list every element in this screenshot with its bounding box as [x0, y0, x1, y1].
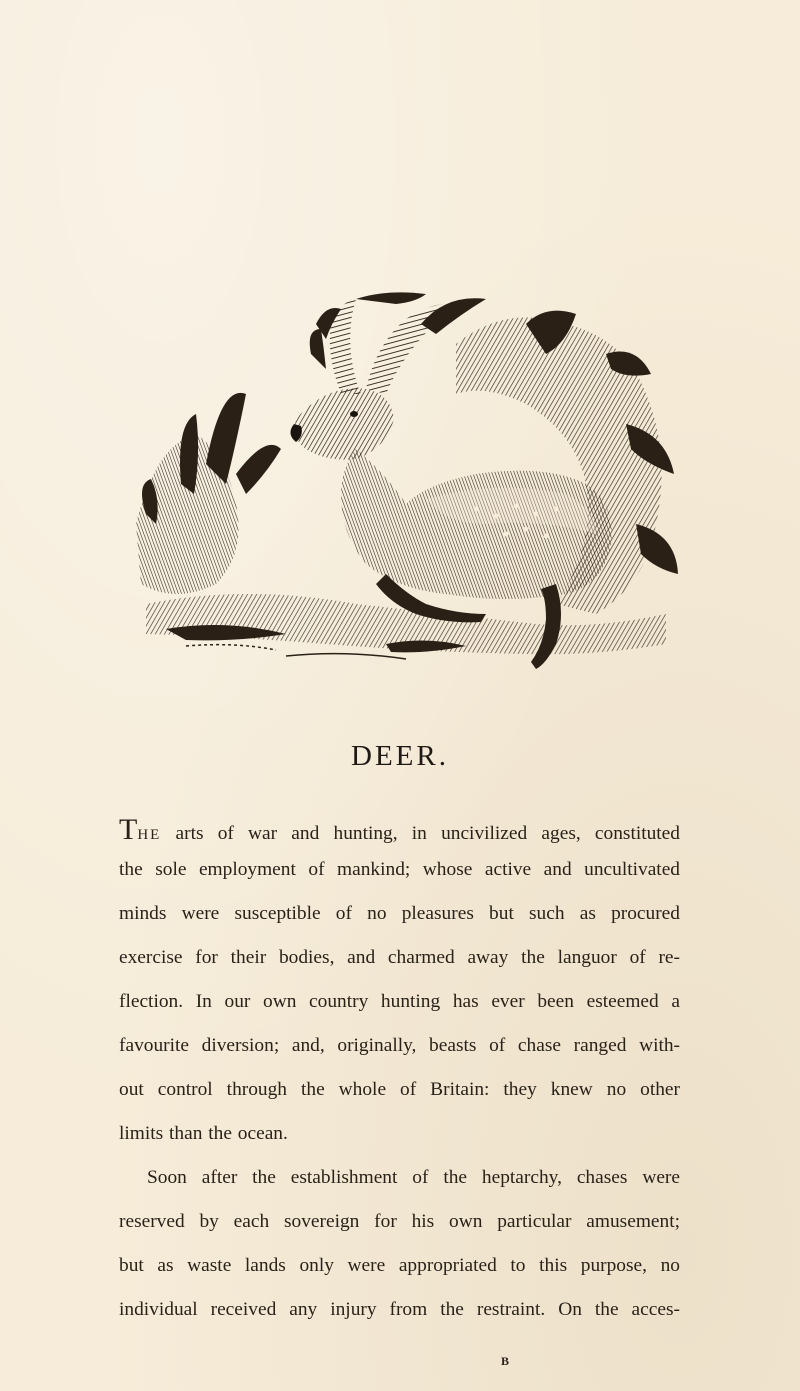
deer-engraving-illustration: [126, 284, 682, 684]
small-caps-text: HE: [137, 827, 162, 843]
text-line: favourite diversion; and, originally, beasts of chase ranged with-: [119, 1035, 680, 1056]
signature-mark: B: [500, 1354, 509, 1368]
text-line: out control through the whole of Britain: they knew no other: [119, 1079, 680, 1100]
deer-engraving-image: [126, 284, 682, 684]
text-span: arts of war and hunting, in uncivilized ages, constituted: [161, 823, 680, 844]
text-line: reserved by each sovereign for his own particular amusement;: [119, 1211, 680, 1232]
text-line: minds were susceptible of no pleasures but such as procured: [119, 903, 680, 924]
drop-cap: T: [119, 813, 138, 846]
text-line: exercise for their bodies, and charmed away the languor of re-: [119, 947, 680, 968]
text-line: limits than the ocean.: [119, 1123, 288, 1144]
chapter-heading: DEER.: [351, 740, 449, 772]
text-line: the sole employment of mankind; whose active and uncultivated: [119, 859, 680, 880]
text-line: flection. In our own country hunting has ever been esteemed a: [119, 991, 680, 1012]
text-line: [119, 815, 680, 845]
text-line: but as waste lands only were appropriated to this purpose, no: [119, 1255, 680, 1276]
text-line: individual received any injury from the restraint. On the acces-: [119, 1299, 680, 1320]
text-line: Soon after the establishment of the heptarchy, chases were: [147, 1167, 680, 1188]
